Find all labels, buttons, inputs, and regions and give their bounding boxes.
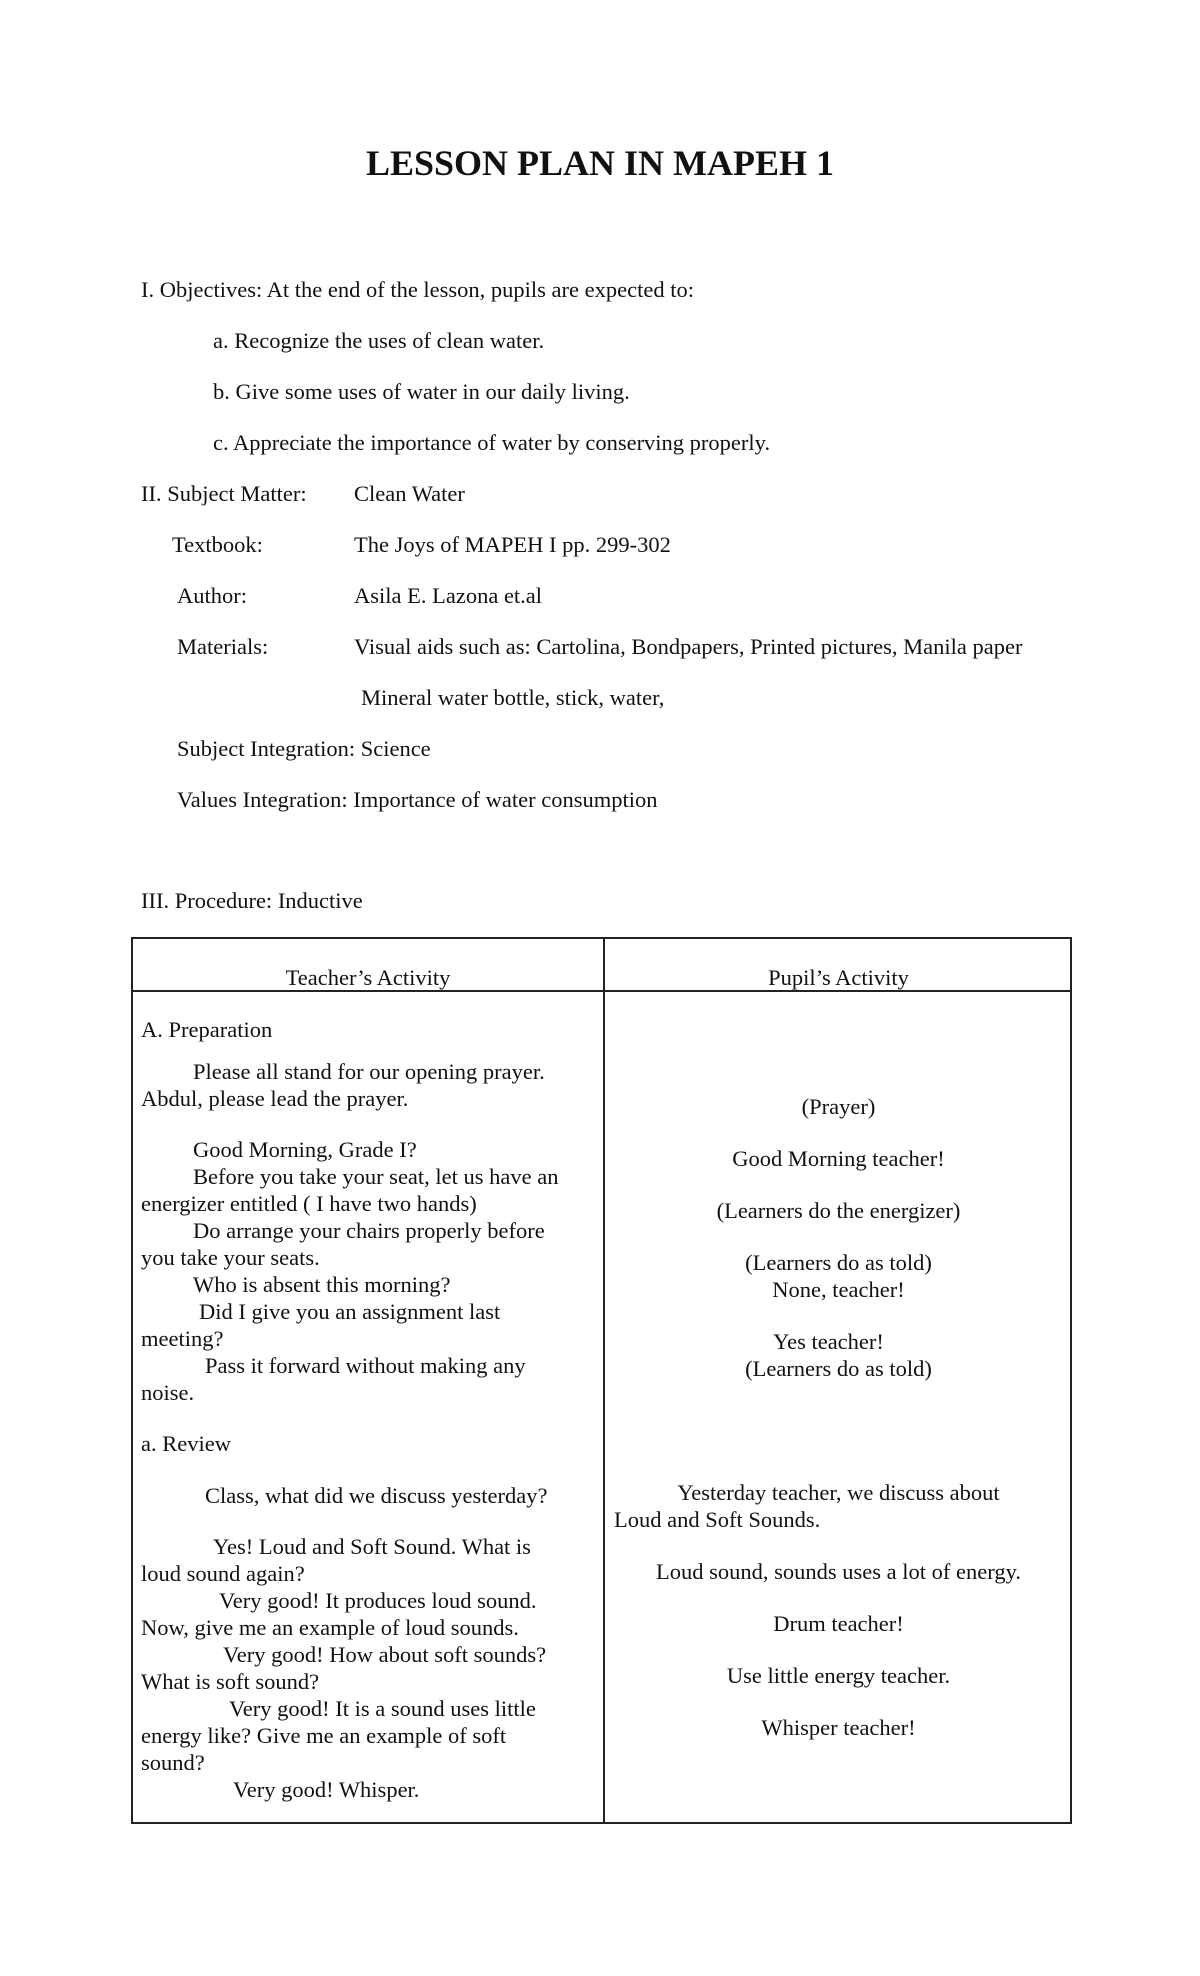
subject-matter-label: II. Subject Matter: xyxy=(141,481,307,506)
document-title: LESSON PLAN IN MAPEH 1 xyxy=(365,143,835,183)
teacher-line: you take your seats. xyxy=(141,1245,320,1270)
procedure-table xyxy=(131,937,1072,1824)
materials-label: Materials: xyxy=(177,634,269,659)
pupil-line: Loud sound, sounds uses a lot of energy. xyxy=(656,1559,1021,1584)
section-heading-preparation: A. Preparation xyxy=(141,1017,273,1042)
teacher-line: loud sound again? xyxy=(141,1561,305,1586)
teacher-line: Very good! It produces loud sound. xyxy=(219,1588,537,1613)
pupil-line: Whisper teacher! xyxy=(761,1715,916,1740)
subject-matter-value: Clean Water xyxy=(354,481,465,506)
subject-integration: Subject Integration: Science xyxy=(177,736,431,761)
author-label: Author: xyxy=(177,583,247,608)
pupil-line: Use little energy teacher. xyxy=(726,1663,951,1688)
procedure-heading: III. Procedure: Inductive xyxy=(141,888,363,913)
teacher-line: Very good! Whisper. xyxy=(233,1777,420,1802)
section-heading-review: a. Review xyxy=(141,1431,231,1456)
pupil-line: (Learners do as told) xyxy=(745,1356,932,1381)
pupil-line: Good Morning teacher! xyxy=(732,1146,945,1171)
objective-item: b. Give some uses of water in our daily living. xyxy=(213,379,630,404)
teacher-line: energy like? Give me an example of soft xyxy=(141,1723,507,1748)
pupil-line: Loud and Soft Sounds. xyxy=(614,1507,821,1532)
materials-line: Visual aids such as: Cartolina, Bondpapers, Printed pictures, Manila paper xyxy=(354,634,1023,659)
teacher-line: Before you take your seat, let us have an xyxy=(193,1164,559,1189)
pupil-line: (Learners do as told) xyxy=(745,1250,932,1275)
objective-item: a. Recognize the uses of clean water. xyxy=(213,328,545,353)
teacher-line: What is soft sound? xyxy=(141,1669,320,1694)
pupil-line: Yes teacher! xyxy=(773,1329,884,1354)
author-value: Asila E. Lazona et.al xyxy=(354,583,543,608)
pupil-activity-header: Pupil’s Activity xyxy=(768,965,909,990)
teacher-activity-header: Teacher’s Activity xyxy=(285,965,451,990)
textbook-label: Textbook: xyxy=(172,532,263,557)
objective-item: c. Appreciate the importance of water by conserving properly. xyxy=(213,430,771,455)
pupil-line: Yesterday teacher, we discuss about xyxy=(677,1480,1000,1505)
teacher-line: Do arrange your chairs properly before xyxy=(193,1218,545,1243)
pupil-line: None, teacher! xyxy=(772,1277,905,1302)
teacher-line: noise. xyxy=(141,1380,195,1405)
teacher-line: Pass it forward without making any xyxy=(205,1353,526,1378)
teacher-line: meeting? xyxy=(141,1326,224,1351)
pupil-line: Drum teacher! xyxy=(773,1611,904,1636)
teacher-line: Abdul, please lead the prayer. xyxy=(141,1086,409,1111)
teacher-line: sound? xyxy=(141,1750,205,1775)
teacher-line: Yes! Loud and Soft Sound. What is xyxy=(213,1534,531,1559)
teacher-line: Who is absent this morning? xyxy=(193,1272,451,1297)
teacher-line: Class, what did we discuss yesterday? xyxy=(205,1483,548,1508)
pupil-line: (Prayer) xyxy=(801,1094,876,1119)
materials-line: Mineral water bottle, stick, water, xyxy=(361,685,665,710)
values-integration: Values Integration: Importance of water consumption xyxy=(177,787,658,812)
teacher-line: Very good! It is a sound uses little xyxy=(229,1696,536,1721)
teacher-line: Very good! How about soft sounds? xyxy=(223,1642,547,1667)
teacher-line: Did I give you an assignment last xyxy=(199,1299,501,1324)
pupil-line: (Learners do the energizer) xyxy=(716,1198,961,1223)
teacher-line: energizer entitled ( I have two hands) xyxy=(141,1191,477,1216)
textbook-value: The Joys of MAPEH I pp. 299-302 xyxy=(354,532,671,557)
teacher-line: Please all stand for our opening prayer. xyxy=(193,1059,545,1084)
teacher-line: Now, give me an example of loud sounds. xyxy=(141,1615,519,1640)
teacher-line: Good Morning, Grade I? xyxy=(193,1137,417,1162)
objectives-heading: I. Objectives: At the end of the lesson, pupils are expected to: xyxy=(141,277,694,302)
